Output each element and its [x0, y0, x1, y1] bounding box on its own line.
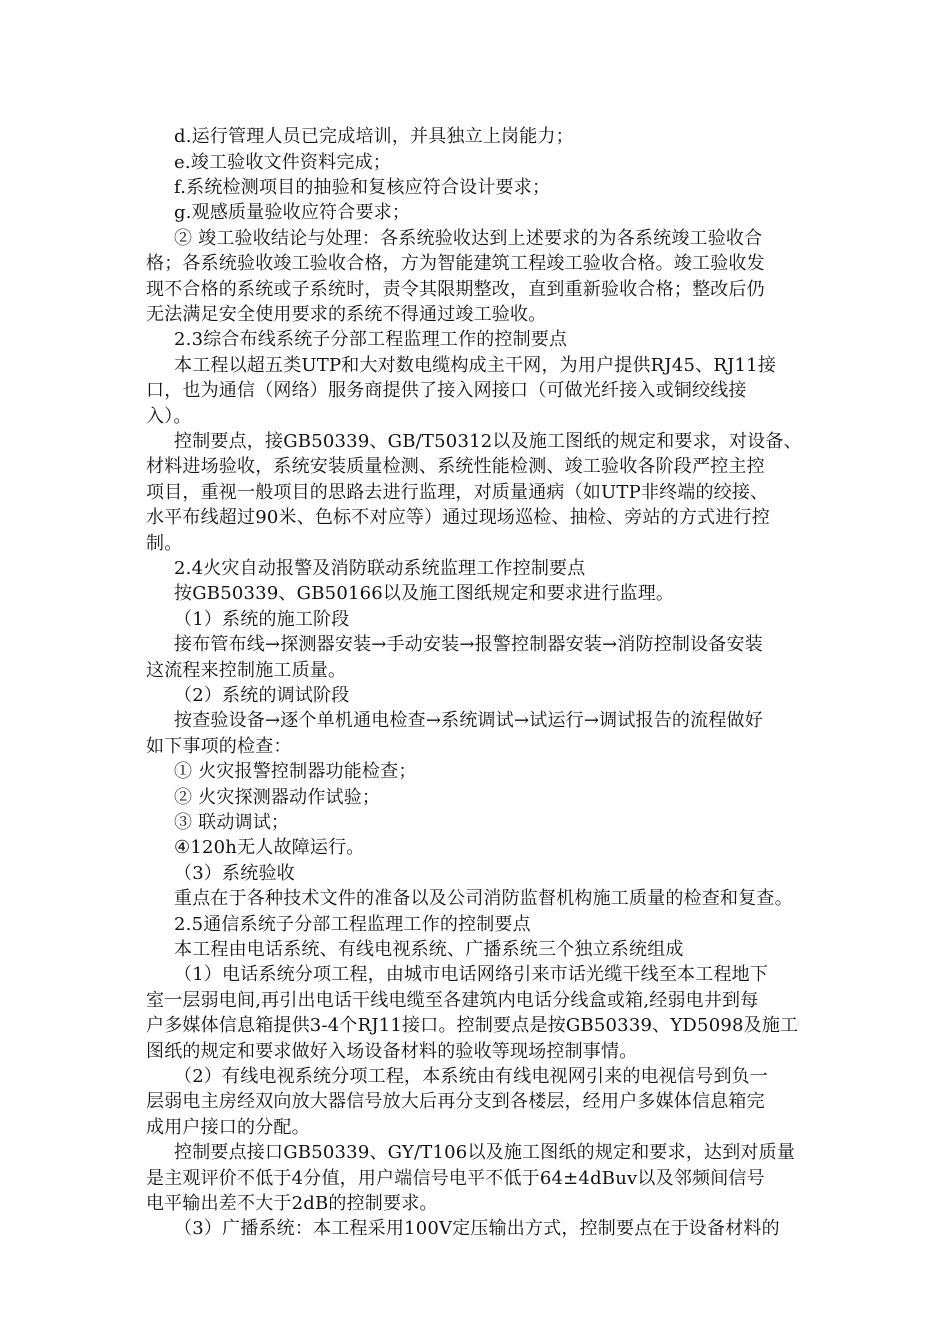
text-line: 电平输出差不大于2dB的控制要求。	[146, 1193, 438, 1214]
text-line: 户多媒体信息箱提供3-4个RJ11接口。控制要点是按GB50339、YD5098及施工	[146, 1015, 799, 1036]
text-line: （3）广播系统：本工程采用100V定压输出方式，控制要点在于设备材料的	[174, 1218, 780, 1239]
list-item: ④120h无人故障运行。	[174, 837, 365, 858]
text-line: 接布管布线→探测器安装→手动安装→报警控制器安装→消防控制设备安装	[174, 634, 763, 655]
text-line: e.竣工验收文件资料完成；	[174, 152, 391, 173]
text-line: 室一层弱电间,再引出电话干线电缆至各建筑内电话分线盒或箱,经弱电井到每	[146, 990, 759, 1011]
text-line: （2）有线电视系统分项工程，本系统由有线电视网引来的电视信号到负一	[174, 1066, 769, 1087]
text-line: 口，也为通信（网络）服务商提供了接入网接口（可做光纤接入或铜绞线接	[146, 380, 747, 401]
text-line: 控制要点，接GB50339、GB/T50312以及施工图纸的规定和要求，对设备、	[174, 431, 802, 452]
text-line: g.观感质量验收应符合要求；	[174, 202, 411, 223]
text-line: 是主观评价不低于4分值，用户端信号电平不低于64±4dBuv以及邻频间信号	[146, 1168, 765, 1189]
text-line: 入）。	[146, 406, 192, 427]
text-line: 重点在于各种技术文件的准备以及公司消防监督机构施工质量的检查和复查。	[174, 888, 793, 909]
text-line: （1）电话系统分项工程，由城市电话网络引来市话光缆干线至本工程地下	[174, 964, 769, 985]
section-heading: 2.5通信系统子分部工程监理工作的控制要点	[174, 914, 531, 935]
text-line: 本工程以超五类UTP和大对数电缆构成主干网，为用户提供RJ45、RJ11接	[174, 355, 777, 376]
text-line: 图纸的规定和要求做好入场设备材料的验收等现场控制事情。	[146, 1041, 638, 1062]
text-line: 材料进场验收，系统安装质量检测、系统性能检测、竣工验收各阶段严控主控	[146, 456, 765, 477]
sub-heading: （2）系统的调试阶段	[174, 685, 350, 706]
text-line: 无法满足安全使用要求的系统不得通过竣工验收。	[146, 304, 547, 325]
text-line: ② 竣工验收结论与处理：各系统验收达到上述要求的为各系统竣工验收合	[174, 228, 763, 249]
section-heading: 2.4火灾自动报警及消防联动系统监理工作控制要点	[174, 558, 586, 579]
list-item: ③ 联动调试；	[174, 812, 290, 833]
text-line: 格；各系统验收竣工验收合格，方为智能建筑工程竣工验收合格。竣工验收发	[146, 253, 765, 274]
list-item: ② 火灾探测器动作试验；	[174, 787, 381, 808]
text-line: 按查验设备→逐个单机通电检查→系统调试→试运行→调试报告的流程做好	[174, 710, 763, 731]
text-line: 按GB50339、GB50166以及施工图纸规定和要求进行监理。	[174, 583, 675, 604]
text-line: f.系统检测项目的抽验和复核应符合设计要求；	[174, 177, 551, 198]
section-heading: 2.3综合布线系统子分部工程监理工作的控制要点	[174, 329, 568, 350]
text-line: 这流程来控制施工质量。	[146, 660, 347, 681]
text-line: 项目，重视一般项目的思路去进行监理，对质量通病（如UTP非终端的绞接、	[146, 482, 769, 503]
sub-heading: （1）系统的施工阶段	[174, 609, 350, 630]
list-item: ① 火灾报警控制器功能检查；	[174, 761, 417, 782]
text-line: d.运行管理人员已完成培训，并具独立上岗能力；	[174, 126, 574, 147]
text-line: 成用户接口的分配。	[146, 1117, 310, 1138]
text-line: 现不合格的系统或子系统时，责令其限期整改，直到重新验收合格；整改后仍	[146, 279, 765, 300]
text-line: 制。	[146, 533, 183, 554]
text-line: 本工程由电话系统、有线电视系统、广播系统三个独立系统组成	[174, 939, 684, 960]
text-line: 水平布线超过90米、色标不对应等）通过现场巡检、抽检、旁站的方式进行控	[146, 507, 770, 528]
text-line: 层弱电主房经双向放大器信号放大后再分支到各楼层，经用户多媒体信息箱完	[146, 1091, 765, 1112]
text-line: 控制要点接口GB50339、GY/T106以及施工图纸的规定和要求，达到对质量	[174, 1142, 796, 1163]
sub-heading: （3）系统验收	[174, 863, 295, 884]
text-line: 如下事项的检查：	[146, 736, 292, 757]
